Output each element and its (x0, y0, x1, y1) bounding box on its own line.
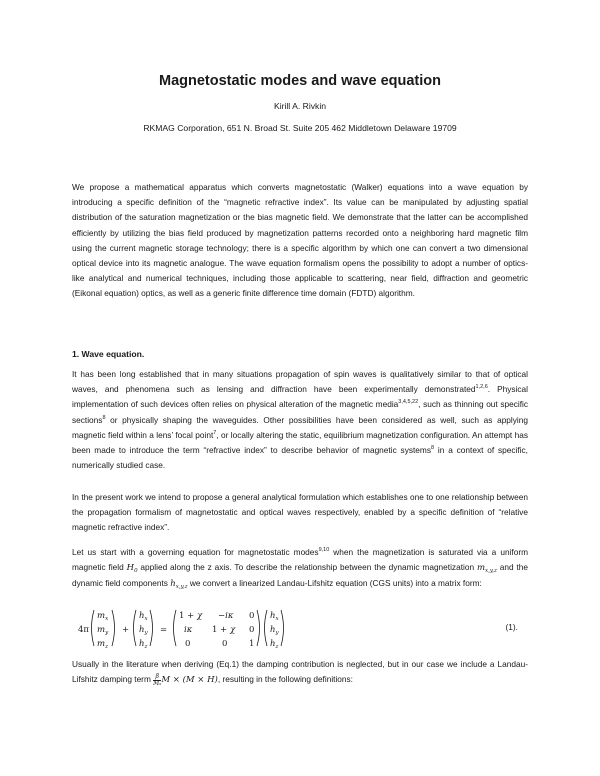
paragraph-2: In the present work we intend to propose a general analytical formulation which establishes one to one relationship between the propagation formalism of magnetostatic and optical waves respectively, enabled by a specific definition of “relative magnetic refractive index”. (72, 492, 528, 533)
citation: 1,2,6 (475, 384, 488, 391)
citation: 9,10 (318, 547, 330, 553)
text: applied along the z axis. To describe the relationship between the dynamic magnetization (137, 562, 477, 573)
fraction: $\frac{\beta}{\text{Mₛ}}$ (153, 672, 162, 687)
svg-text:iκ: iκ (184, 625, 193, 635)
svg-text:+: + (122, 625, 130, 635)
text: . Physical implementation of such devices often relies on physical alteration of the magnetic media (72, 384, 528, 410)
svg-text:1 + χ: 1 + χ (179, 611, 203, 621)
author-name: Kirill A. Rivkin (273, 101, 327, 111)
math-var: $h_{x,y,z}$ (170, 579, 188, 591)
math-var: $H_0$ (126, 563, 138, 575)
svg-text:0: 0 (222, 639, 228, 649)
equation-number: (1). (505, 622, 518, 632)
svg-text:1 + χ: 1 + χ (212, 625, 236, 635)
svg-text:hy: $h_y$ (139, 625, 148, 636)
svg-text:hz: $h_z$ (139, 639, 148, 650)
math-term: M × (M × H) (161, 675, 218, 686)
svg-text:mz: $m_z$ (97, 639, 108, 650)
svg-text:hy: $h_y$ (270, 625, 279, 636)
citation: 3,4,5,22 (398, 399, 419, 406)
citation: 8 (430, 445, 435, 452)
text: , resulting in the following definitions: (217, 674, 353, 685)
equation-graphic (72, 604, 492, 652)
svg-text:my: $m_y$ (97, 625, 109, 636)
equation-1 (72, 604, 528, 652)
text: or physically shaping the waveguides. Other possibilities have been considered as well, such as applying magnetic field within a lens’ focal point (72, 414, 528, 440)
svg-text:hx: $h_x$ (139, 611, 148, 622)
text: we convert a linearized Landau-Lifshitz equation (CGS units) into a matrix form: (187, 578, 482, 589)
svg-text:−iκ: −iκ (218, 611, 234, 621)
text: when the magnetization is saturated via a uniform magnetic field (72, 547, 528, 573)
svg-text:0: 0 (185, 639, 191, 649)
citation: 7 (213, 429, 217, 436)
paragraph-1 (72, 367, 528, 473)
affiliation: RKMAG Corporation, 651 N. Broad St. Suite 205 462 Middletown Delaware 19709 (143, 123, 457, 133)
svg-text:0: 0 (249, 611, 255, 621)
citation: 8 (102, 414, 106, 421)
text: , such as thinning out specific sections (72, 399, 528, 425)
text: in a context of specific, numerically studied case. (72, 445, 528, 471)
math-var: $m_{x,y,z}$ (476, 563, 497, 575)
abstract: We propose a mathematical apparatus which converts magnetostatic (Walker) equations into a wave equation by introducing a specific definition of the “magnetic refractive index”. Its value can be manipulated by adjusting spatial distribution of the saturation magnetization or the bias magnetic field. We demonstrate that the latter can be accomplished efficiently by utilizing the bias field produced by magnetization patterns recorded onto a neighboring hard magnetic film using the current magnetic storage technology; there is a specific algorithm by which one can convert a two dimensional optical device into its magnetic analogue. The wave equation formalism opens the possibility to adopt a number of optics-like analytical and numerical techniques, including those applicable to scattering, near field, diffraction and geometric (Eikonal equation) optics, as well as a generic finite difference time domain (FDTD) algorithm. (72, 182, 528, 299)
text: and the dynamic field components (72, 562, 529, 589)
section-heading: 1. Wave equation. (72, 349, 145, 359)
svg-text:=: = (160, 625, 168, 635)
svg-text:hz: $h_z$ (270, 639, 279, 650)
svg-text:0: 0 (249, 625, 255, 635)
text: It has been long established that in many situations propagation of spin waves is qualitatively similar to that of optical waves, and phenomena such as lensing and diffraction have been experimentally demonstrated (72, 369, 528, 395)
paragraph-3 (72, 545, 528, 593)
svg-text:1: 1 (249, 639, 255, 649)
text: Let us start with a governing equation for magnetostatic modes (72, 547, 319, 557)
svg-text:mx: $m_x$ (97, 611, 109, 622)
paragraph-4 (72, 657, 528, 688)
text: Usually in the literature when deriving (Eq.1) the damping contribution is neglected, but in our case we include a Landau-Lifshitz damping term (72, 659, 528, 685)
paper-title: Magnetostatic modes and wave equation (159, 73, 441, 89)
text: , or locally altering the static, equilibrium magnetization configuration. An attempt has been made to introduce the term “refractive index” to describe behavior of magnetic systems (72, 429, 528, 456)
svg-text:hx: $h_x$ (270, 611, 279, 622)
svg-text:4π: 4π (78, 625, 89, 635)
